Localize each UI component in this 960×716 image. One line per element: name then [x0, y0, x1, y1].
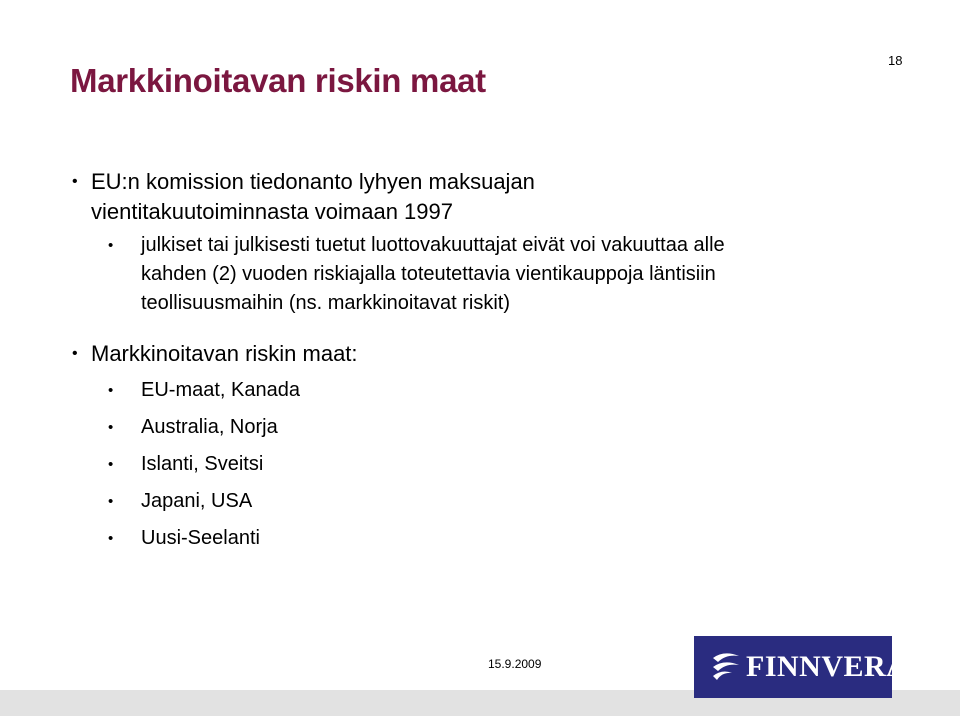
- sub-bullet-text: EU-maat, Kanada: [141, 379, 300, 401]
- sub-bullet-text: julkiset tai julkisesti tuetut luottovakuuttajat eivät voi vakuuttaa alle: [141, 234, 725, 256]
- bullet-icon: •: [72, 345, 78, 362]
- sub-bullet-text: Uusi-Seelanti: [141, 527, 260, 549]
- sub-bullet-text: Islanti, Sveitsi: [141, 453, 264, 475]
- sub-bullet-text: kahden (2) vuoden riskiajalla toteutettavia vientikauppoja läntisiin: [141, 263, 716, 285]
- finnvera-logo-icon: [710, 650, 742, 684]
- bullet-text: vientitakuutoiminnasta voimaan 1997: [91, 199, 454, 224]
- sub-bullet-text: Australia, Norja: [141, 416, 278, 438]
- bullet-icon: •: [72, 173, 78, 190]
- sub-bullet-text: Japani, USA: [141, 490, 253, 512]
- logo-text: FINNVERA: [746, 650, 909, 683]
- page-number: 18: [888, 53, 903, 68]
- bullet-icon: •: [108, 382, 114, 399]
- finnvera-logo: [694, 636, 909, 698]
- bullet-text: EU:n komission tiedonanto lyhyen maksuajan: [91, 169, 535, 194]
- bullet-icon: •: [108, 530, 114, 547]
- bullet-icon: •: [108, 493, 114, 510]
- bullet-text: Markkinoitavan riskin maat:: [91, 341, 358, 366]
- bullet-icon: •: [108, 456, 114, 473]
- page-title: Markkinoitavan riskin maat: [70, 62, 486, 99]
- footer-date: 15.9.2009: [488, 657, 542, 671]
- sub-bullet-text: teollisuusmaihin (ns. markkinoitavat riskit): [141, 292, 511, 314]
- bullet-icon: •: [108, 419, 114, 436]
- bullet-icon: •: [108, 237, 114, 254]
